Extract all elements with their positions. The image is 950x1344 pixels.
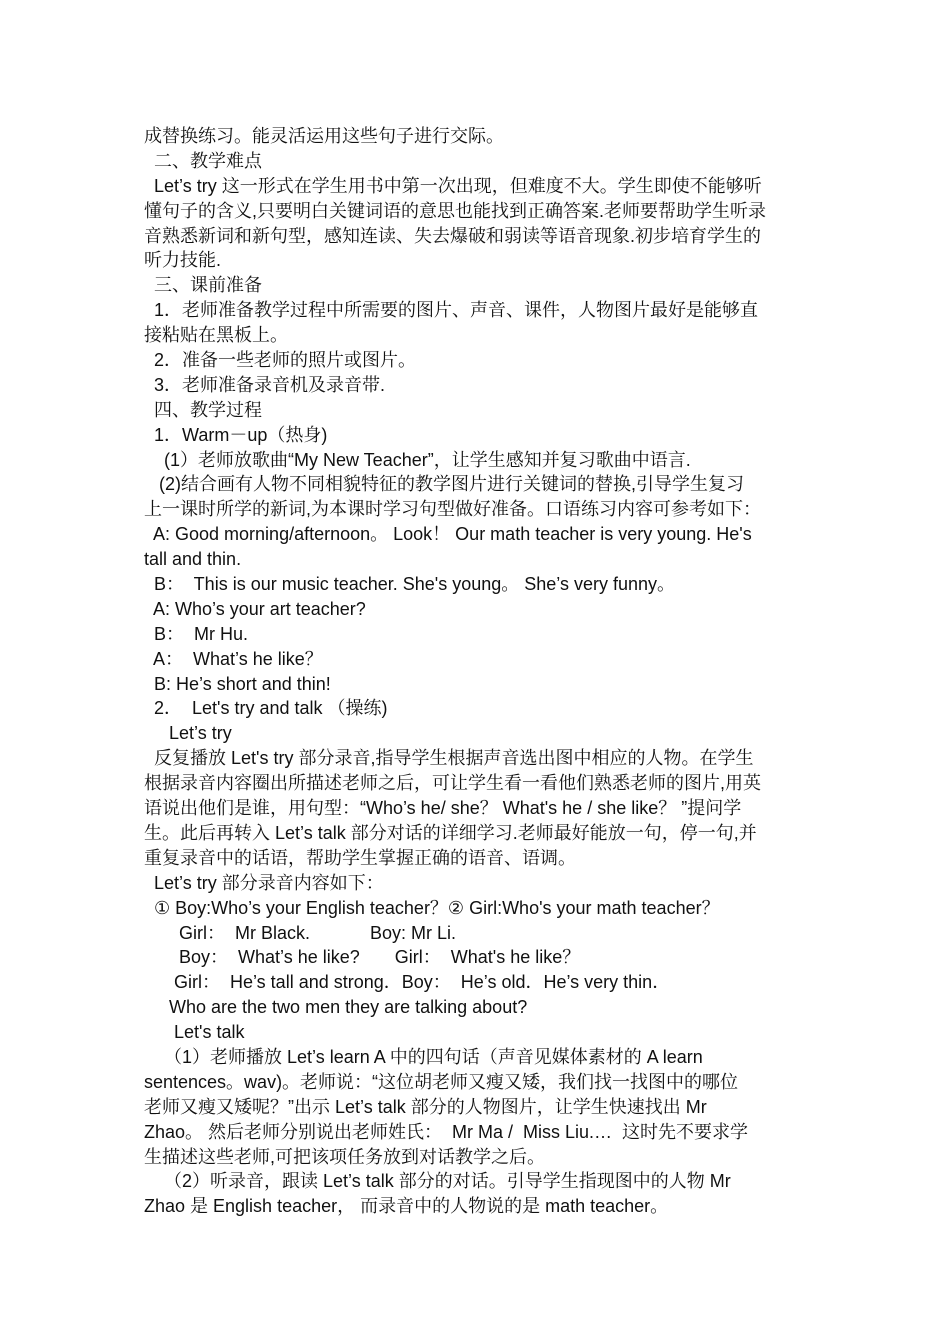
text-line: Zhao 是 English teacher， 而录音中的人物说的是 math teacher。 <box>144 1196 669 1217</box>
subheading: Let's talk <box>144 1022 245 1043</box>
text-line: 音熟悉新词和新句型，感知连读、失去爆破和弱读等语音现象.初步培育学生的 <box>144 225 761 246</box>
text-line: 懂句子的含义,只要明白关键词语的意思也能找到正确答案.老师要帮助学生听录 <box>144 200 766 221</box>
text-line: 生。此后再转入 Let’s talk 部分对话的详细学习.老师最好能放一句，停一句,并 <box>144 822 757 843</box>
dialogue-line: Girl： Mr Black. Boy: Mr Li. <box>144 922 457 943</box>
text-line: 上一课时所学的新词,为本课时学习句型做好准备。口语练习内容可参考如下： <box>144 499 761 520</box>
text-line: 2．准备一些老师的照片或图片。 <box>144 350 417 371</box>
dialogue-line: A: Who’s your art teacher? <box>144 598 366 619</box>
text-line: （1）老师播放 Let’s learn A 中的四句话（声音见媒体素材的 A learn <box>144 1046 703 1067</box>
text-line: 1．Warm－up（热身) <box>144 424 328 445</box>
text-line: 生描述这些老师,可把该项任务放到对话教学之后。 <box>144 1146 545 1167</box>
text-line: （2）听录音，跟读 Let’s talk 部分的对话。引导学生指现图中的人物 Mr <box>144 1171 731 1192</box>
section-heading: 二、教学难点 <box>144 150 263 171</box>
dialogue-line: B: He’s short and thin! <box>144 673 331 694</box>
text-line: 根据录音内容圈出所描述老师之后，可让学生看一看他们熟悉老师的图片,用英 <box>144 773 761 794</box>
document-body <box>144 124 814 1219</box>
dialogue-line: ① Boy:Who’s your English teacher？② Girl:Who's your math teacher？ <box>144 897 720 918</box>
text-line: 成替换练习。能灵活运用这些句子进行交际。 <box>144 126 504 146</box>
text-line: 老师又瘦又矮呢？”出示 Let’s talk 部分的人物图片，让学生快速找出 Mr <box>144 1096 707 1117</box>
text-line: sentences。wav)。老师说：“这位胡老师又瘦又矮，我们找一找图中的哪位 <box>144 1071 739 1092</box>
subheading: Let’s try <box>144 723 232 744</box>
text-line: 1．老师准备教学过程中所需要的图片、声音、课件，人物图片最好是能够直 <box>144 300 759 321</box>
text-line: (2)结合画有人物不同相貌特征的教学图片进行关键词的替换,引导学生复习 <box>144 474 744 495</box>
section-heading: 四、教学过程 <box>144 399 263 420</box>
dialogue-line: Boy： What’s he like? Girl： What's he like？ <box>144 947 581 968</box>
text-line: Zhao。 然后老师分别说出老师姓氏： Mr Ma / Miss Liu.… 这时先不要求学 <box>144 1121 749 1142</box>
section-heading: 三、课前准备 <box>144 275 263 296</box>
text-line: 听力技能. <box>144 250 222 271</box>
text-line: Let’s try 部分录音内容如下： <box>144 872 384 893</box>
text-line: (1）老师放歌曲“My New Teacher”，让学生感知并复习歌曲中语言. <box>144 449 691 470</box>
dialogue-line: B： This is our music teacher. She's young。 She’s very funny。 <box>144 574 676 595</box>
text-line: Let’s try 这一形式在学生用书中第一次出现，但难度不大。学生即使不能够听 <box>144 175 762 196</box>
text-line: 3．老师准备录音机及录音带. <box>144 374 386 395</box>
dialogue-line: Who are the two men they are talking about? <box>144 997 528 1018</box>
text-line: 接粘贴在黑板上。 <box>144 325 288 346</box>
dialogue-line: tall and thin. <box>144 549 242 570</box>
dialogue-line: Girl： He’s tall and strong．Boy： He’s old．He’s very thin． <box>144 972 671 993</box>
dialogue-line: B： Mr Hu. <box>144 623 249 644</box>
text-line: 重复录音中的话语，帮助学生掌握正确的语音、语调。 <box>144 847 576 868</box>
text-line: 语说出他们是谁，用句型：“Who’s he/ she？ What's he / she like？ ”提问学 <box>144 798 742 819</box>
text-line: 2． Let's try and talk （操练) <box>144 698 388 719</box>
dialogue-line: A： What’s he like？ <box>144 648 323 669</box>
dialogue-line: A: Good morning/afternoon。 Look！ Our math teacher is very young. He's <box>144 524 752 545</box>
text-line: 反复播放 Let's try 部分录音,指导学生根据声音选出图中相应的人物。在学生 <box>144 748 754 769</box>
